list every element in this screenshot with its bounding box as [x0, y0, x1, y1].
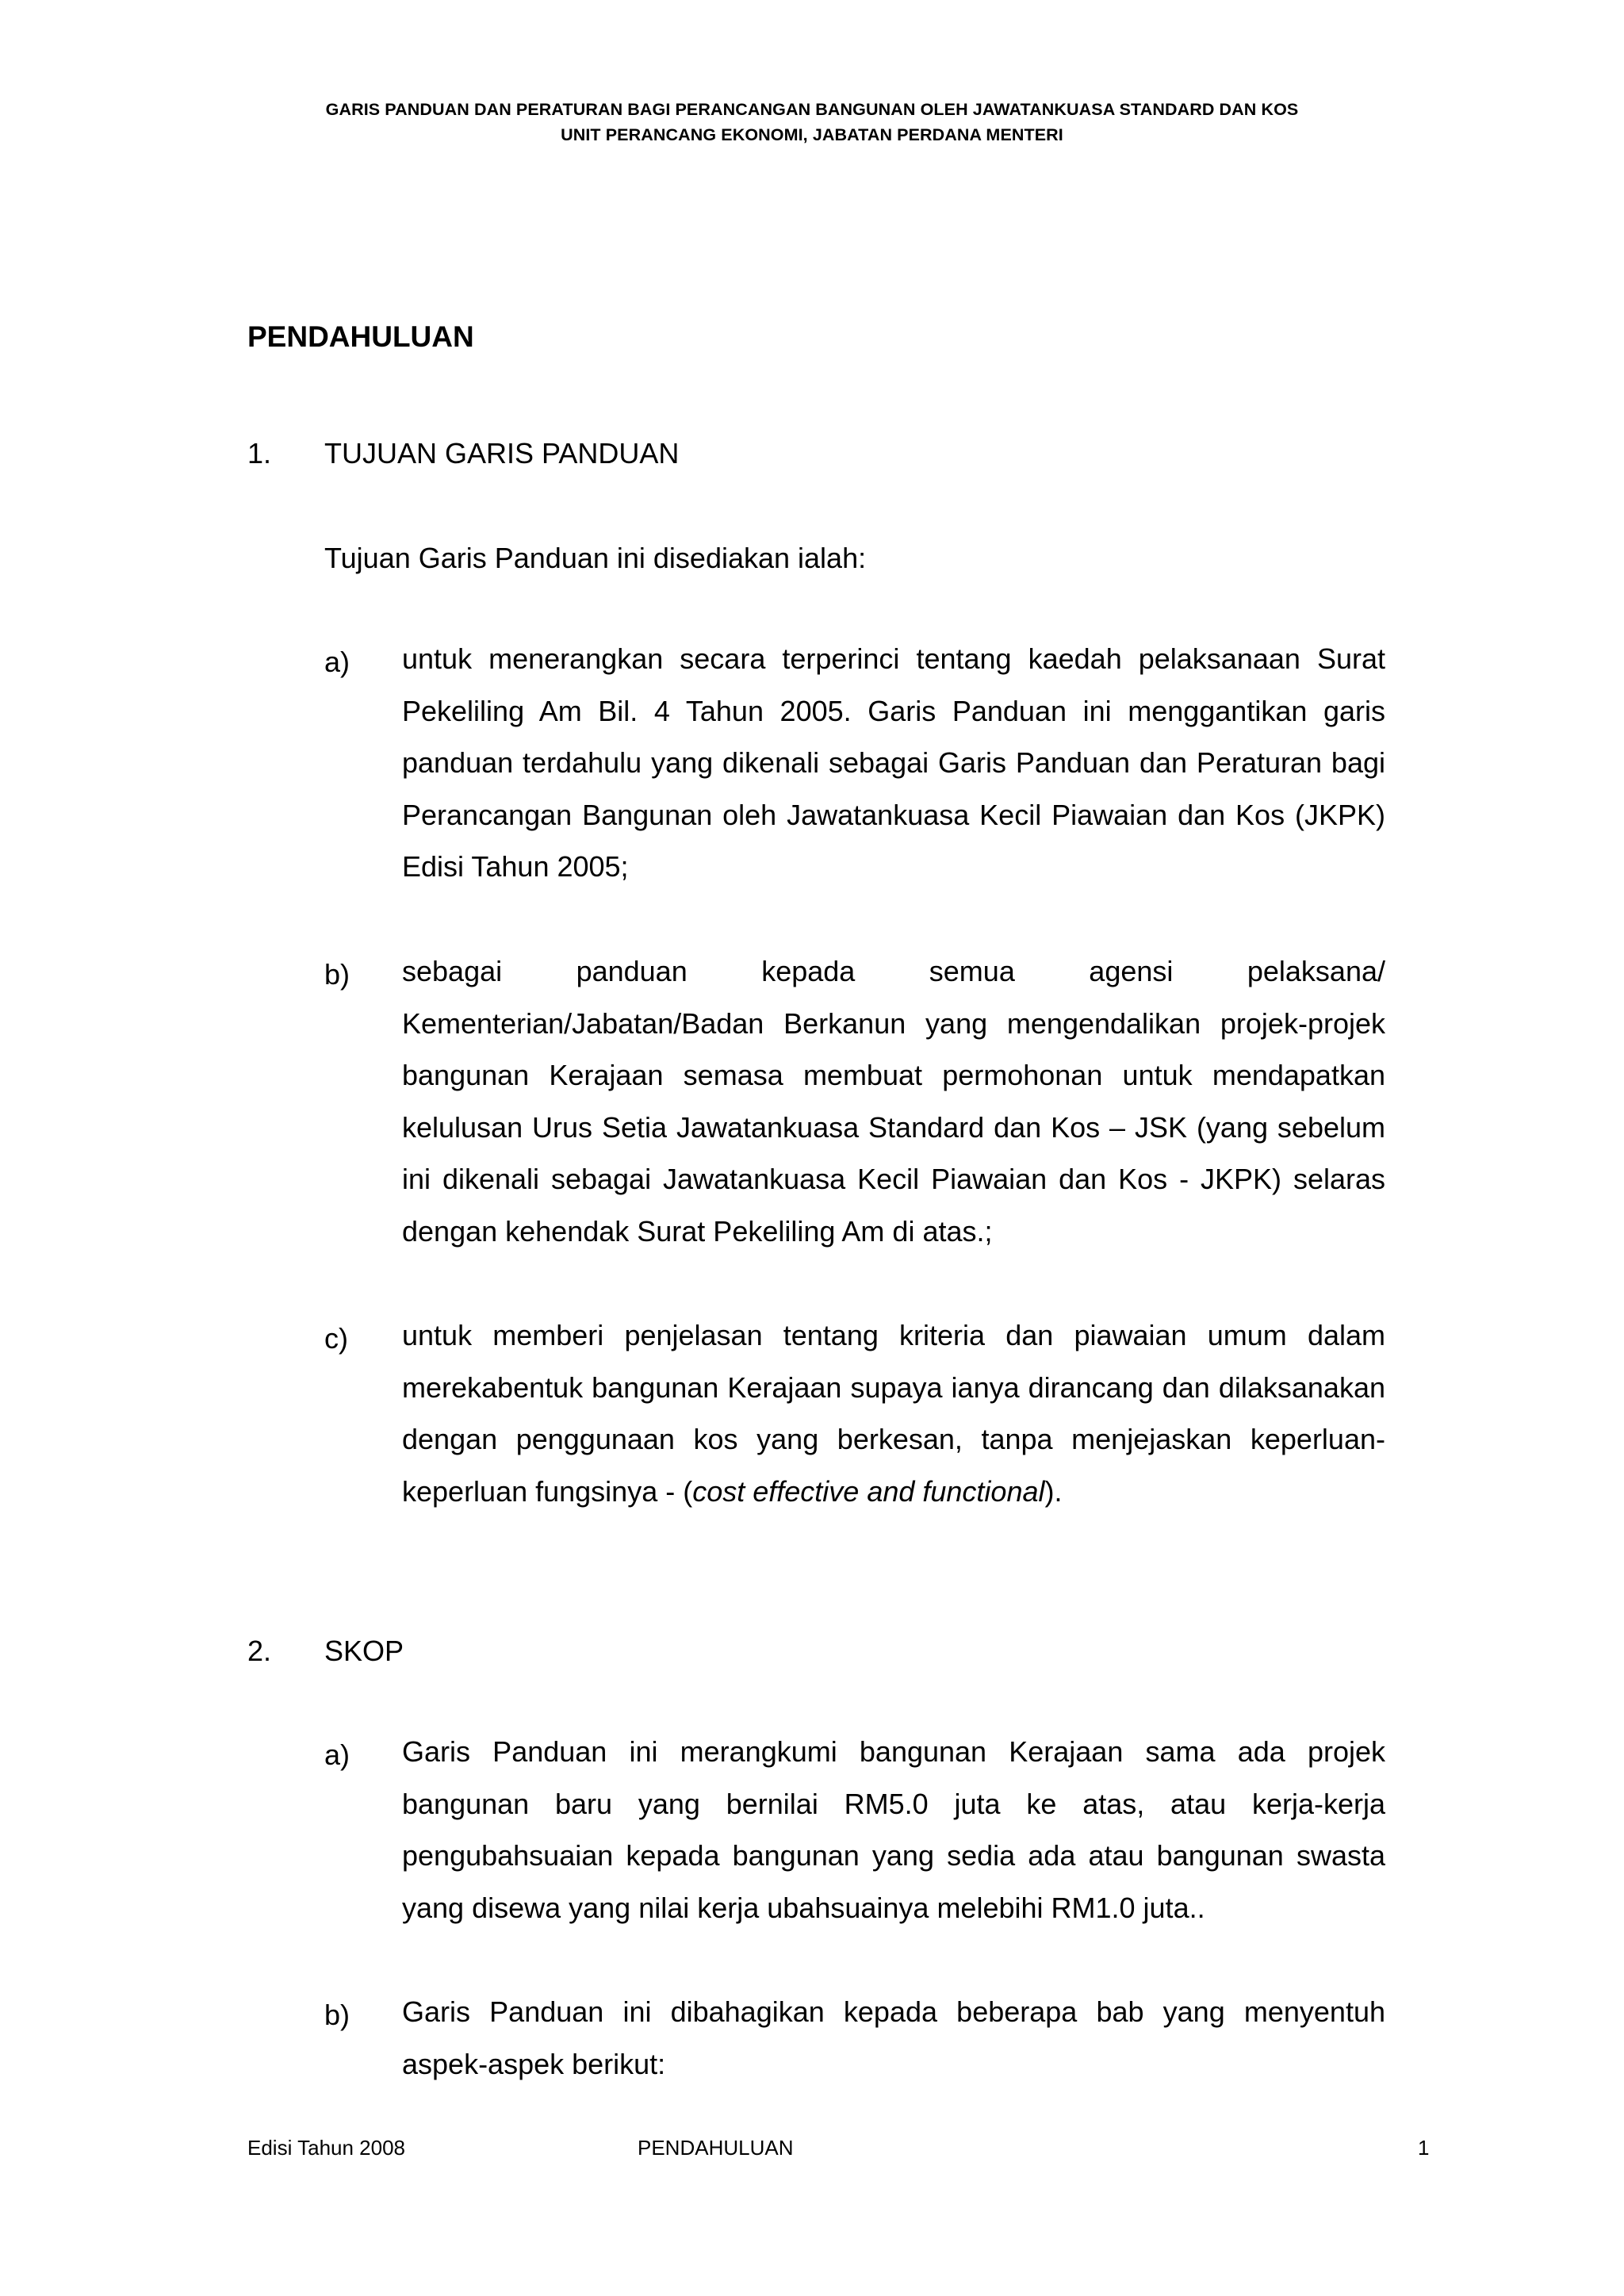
section-1-number: 1. [247, 437, 272, 470]
section-1-intro: Tujuan Garis Panduan ini disediakan ialah: [324, 542, 867, 574]
section-1-item-b-label: b) [324, 958, 350, 991]
header-line-2: UNIT PERANCANG EKONOMI, JABATAN PERDANA MENTERI [561, 125, 1063, 144]
section-2-item-a-label: a) [324, 1738, 350, 1771]
footer-edition: Edisi Tahun 2008 [247, 2136, 406, 2160]
running-header [0, 97, 1624, 148]
page-title: PENDAHULUAN [247, 320, 474, 353]
section-2-number: 2. [247, 1635, 272, 1667]
section-2-item-b-label: b) [324, 1999, 350, 2031]
footer-section: PENDAHULUAN [638, 2136, 794, 2160]
header-line-1: GARIS PANDUAN DAN PERATURAN BAGI PERANCANGAN BANGUNAN OLEH JAWATANKUASA STANDARD DAN KOS [325, 100, 1299, 119]
section-1-heading: TUJUAN GARIS PANDUAN [324, 437, 680, 470]
section-2-item-b-text: Garis Panduan ini dibahagikan kepada beberapa bab yang menyentuh aspek-aspek berikut: [402, 1995, 1385, 2080]
section-2-heading: SKOP [324, 1635, 404, 1667]
section-2-item-a-text: Garis Panduan ini merangkumi bangunan Kerajaan sama ada projek bangunan baru yang bernilai RM5.0 juta ke atas, atau kerja-kerja pengubahsuaian kepada bangunan yang sedia ada atau bangunan swasta yang disewa yang nilai kerja ubahsuainya melebihi RM1.0 juta.. [402, 1735, 1385, 1924]
section-1-item-b-text: sebagai panduan kepada semua agensi pelaksana/ Kementerian/Jabatan/Badan Berkanun yang mengendalikan projek-projek bangunan Kerajaan semasa membuat permohonan untuk mendapatkan kelulusan Urus Setia Jawatankuasa Standard dan Kos – JSK (yang sebelum ini dikenali sebagai Jawatankuasa Kecil Piawaian dan Kos - JKPK) selaras dengan kehendak Surat Pekeliling Am di atas.; [402, 955, 1385, 1248]
section-1-item-a-label: a) [324, 646, 350, 678]
section-1-item-c-text [402, 1309, 1385, 1517]
section-1-item-c-label: c) [324, 1322, 348, 1355]
section-1-item-a-text: untuk menerangkan secara terperinci tentang kaedah pelaksanaan Surat Pekeliling Am Bil. 4 Tahun 2005. Garis Panduan ini menggantikan garis panduan terdahulu yang dikenali sebagai Garis Panduan dan Peraturan bagi Perancangan Bangunan oleh Jawatankuasa Kecil Piawaian dan Kos (JKPK) Edisi Tahun 2005; [402, 642, 1385, 883]
item-c-italic: cost effective and functional [692, 1474, 1045, 1508]
page-number: 1 [1418, 2136, 1430, 2160]
item-c-main: untuk memberi penjelasan tentang kriteria dan piawaian umum dalam merekabentuk bangunan Kerajaan supaya ianya dirancang dan dilaksanakan dengan penggunaan kos yang berkesan, tanpa menjejaskan keperluan-keperluan fungsinya - ( [402, 1319, 1385, 1508]
item-c-end: ). [1044, 1474, 1063, 1508]
